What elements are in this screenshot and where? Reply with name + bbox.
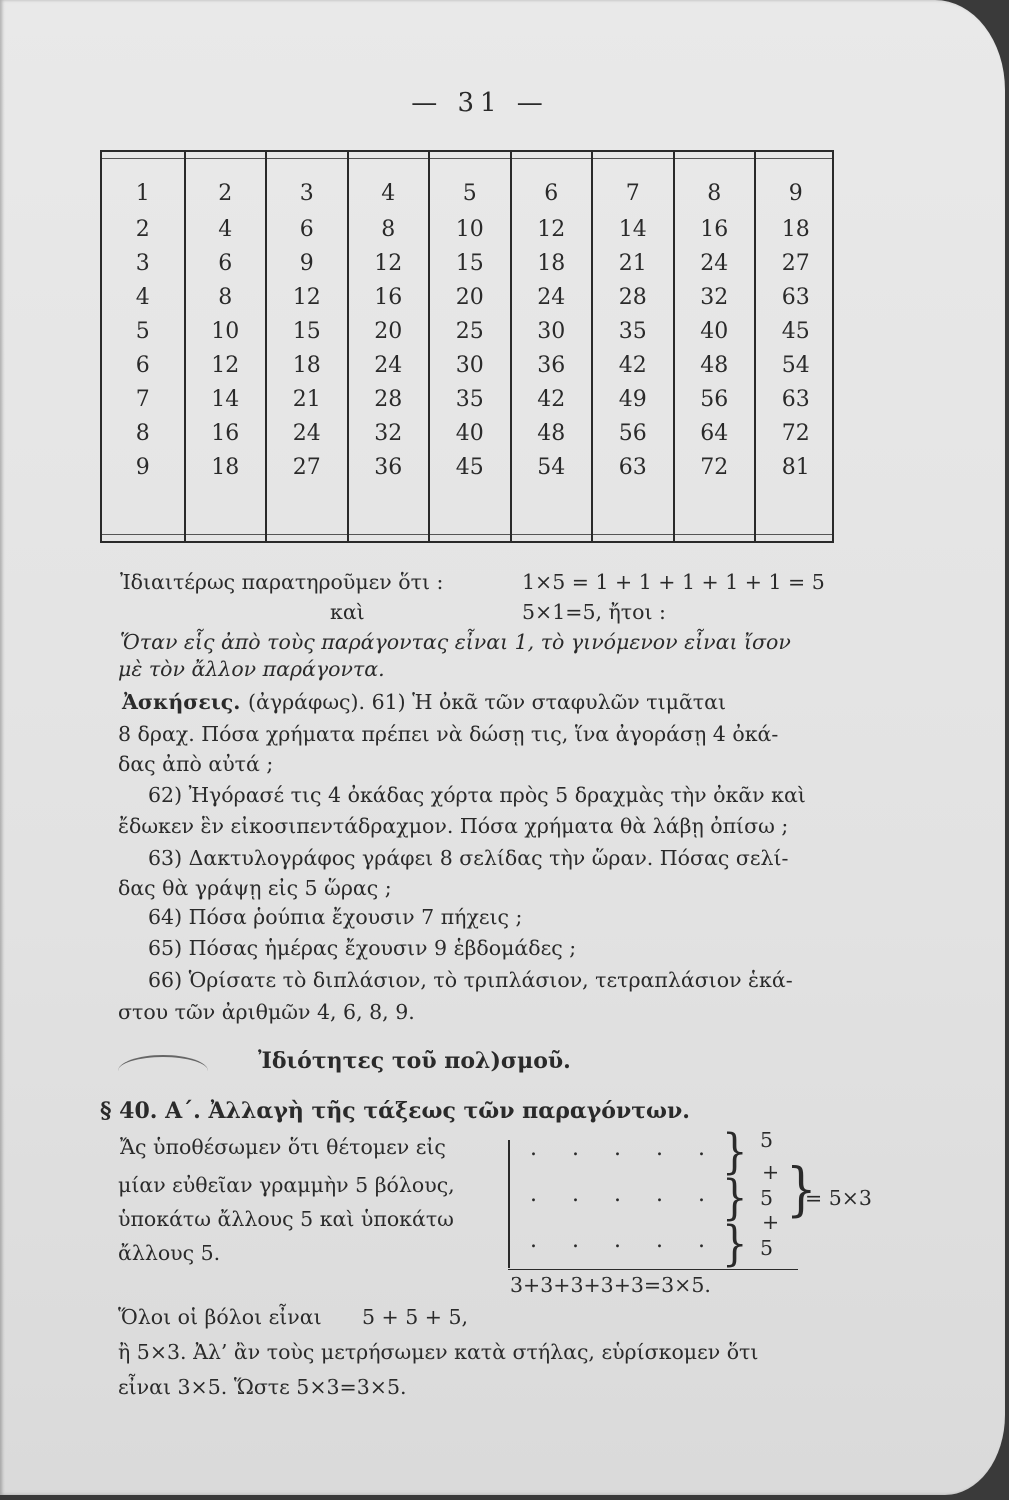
brace-glyph: }	[786, 1156, 817, 1224]
table-cell: 6	[544, 181, 559, 206]
table-cell: 12	[292, 285, 321, 310]
brace-glyph: }	[722, 1216, 748, 1272]
table-cell: 24	[374, 353, 403, 378]
table-cell: 28	[618, 285, 647, 310]
table-cell: 30	[537, 319, 566, 344]
table-cell: 6	[218, 251, 233, 276]
table-cell: 36	[537, 353, 566, 378]
rule-line-1: Ὅταν εἷς ἀπὸ τοὺς παράγοντας εἶναι 1, τὸ γινόμενον εἶναι ἴσον	[120, 630, 791, 654]
table-cell: 9	[788, 181, 803, 206]
figure-count-3: 5	[760, 1236, 774, 1260]
table-column	[102, 152, 184, 541]
table-cell: 28	[374, 387, 403, 412]
table-cell: 18	[292, 353, 321, 378]
figure-column-sum: 3+3+3+3+3=3×5.	[510, 1273, 711, 1297]
table-cell: 3	[135, 251, 150, 276]
table-cell: 8	[218, 285, 233, 310]
table-column	[265, 152, 347, 541]
pencil-mark	[118, 1055, 208, 1087]
table-cell: 15	[292, 319, 321, 344]
exercise-66-line-2: στου τῶν ἀριθμῶν 4, 6, 8, 9.	[118, 1000, 415, 1024]
table-cell: 81	[781, 455, 810, 480]
exercise-63-line-2: δας θὰ γράψῃ εἰς 5 ὥρας ;	[118, 876, 392, 900]
table-cell: 24	[537, 285, 566, 310]
exercise-66-line-1: 66) Ὁρίσατε τὸ διπλάσιον, τὸ τριπλάσιον, τετραπλάσιον ἑκά-	[148, 968, 793, 992]
table-cell: 56	[700, 387, 729, 412]
section-title: Ἰδιότητες τοῦ πολ)σμοῦ.	[258, 1048, 571, 1074]
observation-text: Ἰδιαιτέρως παρατηροῦμεν ὅτι :	[120, 570, 444, 594]
paragraph-line-2: μίαν εὐθεῖαν γραμμὴν 5 βόλους,	[118, 1173, 455, 1197]
table-cell: 21	[292, 387, 321, 412]
rule-line-2: μὲ τὸν ἄλλον παράγοντα.	[118, 657, 385, 681]
page-number: — 31 —	[411, 88, 549, 118]
table-cell: 4	[135, 285, 150, 310]
table-cell: 16	[374, 285, 403, 310]
closing-line-2: ἢ 5×3. Ἀλ’ ἂν τοὺς μετρήσωμεν κατὰ στήλας, εὑρίσκομεν ὅτι	[118, 1340, 759, 1364]
table-cell: 15	[455, 251, 484, 276]
figure-equation: = 5×3	[805, 1186, 872, 1210]
marbles-row-3: . . . . .	[530, 1228, 719, 1253]
table-column	[510, 152, 592, 541]
figure-count-1: 5	[760, 1128, 774, 1152]
paragraph-heading: § 40. Α΄. Ἀλλαγὴ τῆς τάξεως τῶν παραγόντων.	[100, 1098, 690, 1124]
paragraph-line-1: Ἄς ὑποθέσωμεν ὅτι θέτομεν εἰς	[120, 1135, 446, 1159]
table-cell: 16	[211, 421, 240, 446]
table-cell: 63	[618, 455, 647, 480]
table-cell: 6	[135, 353, 150, 378]
table-cell: 48	[537, 421, 566, 446]
figure-rule	[508, 1269, 798, 1270]
table-cell: 40	[700, 319, 729, 344]
table-cell: 64	[700, 421, 729, 446]
table-cell: 4	[218, 217, 233, 242]
table-cell: 27	[781, 251, 810, 276]
table-cell: 56	[618, 421, 647, 446]
table-cell: 72	[781, 421, 810, 446]
table-column	[591, 152, 673, 541]
table-cell: 24	[700, 251, 729, 276]
table-column	[754, 152, 836, 541]
table-cell: 40	[455, 421, 484, 446]
exercise-62-line-1: 62) Ἠγόρασέ τις 4 ὀκάδας χόρτα πρὸς 5 δραχμὰς τὴν ὀκᾶν καὶ	[148, 783, 806, 807]
marbles-figure	[508, 1136, 740, 1268]
table-cell: 32	[374, 421, 403, 446]
table-cell: 1	[135, 181, 150, 206]
marbles-row-2: . . . . .	[530, 1182, 719, 1207]
table-cell: 8	[381, 217, 396, 242]
table-cell: 63	[781, 285, 810, 310]
figure-plus-1: +	[762, 1160, 780, 1184]
figure-count-2: 5	[760, 1186, 774, 1210]
table-cell: 72	[700, 455, 729, 480]
table-cell: 7	[135, 387, 150, 412]
identity-5x1: 5×1=5, ἤτοι :	[522, 600, 666, 624]
table-cell: 12	[211, 353, 240, 378]
table-cell: 8	[135, 421, 150, 446]
exercise-62-line-2: ἔδωκεν ἓν εἰκοσιπεντάδραχμον. Πόσα χρήματα θὰ λάβῃ ὀπίσω ;	[118, 814, 789, 838]
table-cell: 54	[781, 353, 810, 378]
table-cell: 10	[455, 217, 484, 242]
table-cell: 35	[618, 319, 647, 344]
marbles-row-1: . . . . .	[530, 1136, 719, 1161]
table-column	[428, 152, 510, 541]
table-cell: 32	[700, 285, 729, 310]
table-cell: 9	[299, 251, 314, 276]
table-cell: 7	[625, 181, 640, 206]
table-cell: 49	[618, 387, 647, 412]
exercise-61-line-2: 8 δραχ. Πόσα χρήματα πρέπει νὰ δώσῃ τις, ἵνα ἀγοράσῃ 4 ὀκά-	[118, 722, 779, 746]
closing-sum: 5 + 5 + 5,	[362, 1305, 469, 1329]
table-cell: 6	[299, 217, 314, 242]
table-cell: 12	[374, 251, 403, 276]
brace-glyph: }	[722, 1170, 748, 1226]
figure-plus-2: +	[762, 1210, 780, 1234]
table-cell: 14	[618, 217, 647, 242]
table-cell: 9	[135, 455, 150, 480]
brace-glyph: }	[722, 1124, 748, 1180]
table-cell: 18	[537, 251, 566, 276]
exercise-64: 64) Πόσα ῥούπια ἔχουσιν 7 πήχεις ;	[148, 905, 523, 929]
multiplication-table	[100, 150, 834, 543]
conjunction-and: καὶ	[330, 600, 365, 624]
exercises-heading: Ἀσκήσεις.	[122, 690, 241, 714]
table-cell: 8	[707, 181, 722, 206]
identity-1x5: 1×5 = 1 + 1 + 1 + 1 + 1 = 5	[522, 570, 825, 594]
table-cell: 30	[455, 353, 484, 378]
table-column	[184, 152, 266, 541]
table-cell: 20	[374, 319, 403, 344]
table-cell: 5	[462, 181, 477, 206]
table-cell: 45	[455, 455, 484, 480]
table-cell: 63	[781, 387, 810, 412]
table-column	[347, 152, 429, 541]
table-cell: 14	[211, 387, 240, 412]
table-cell: 24	[292, 421, 321, 446]
table-cell: 4	[381, 181, 396, 206]
table-cell: 10	[211, 319, 240, 344]
table-cell: 45	[781, 319, 810, 344]
table-cell: 16	[700, 217, 729, 242]
table-cell: 48	[700, 353, 729, 378]
table-cell: 42	[537, 387, 566, 412]
table-cell: 25	[455, 319, 484, 344]
table-cell: 18	[781, 217, 810, 242]
paragraph-line-4: ἄλλους 5.	[118, 1241, 221, 1265]
table-cell: 5	[135, 319, 150, 344]
table-cell: 12	[537, 217, 566, 242]
exercise-63-line-1: 63) Δακτυλογράφος γράφει 8 σελίδας τὴν ὥραν. Πόσας σελί-	[148, 846, 789, 870]
paragraph-line-3: ὑποκάτω ἄλλους 5 καὶ ὑποκάτω	[118, 1207, 454, 1231]
closing-line-1: Ὅλοι οἱ βόλοι εἶναι	[118, 1305, 322, 1329]
exercise-65: 65) Πόσας ἡμέρας ἔχουσιν 9 ἑβδομάδες ;	[148, 936, 577, 960]
table-cell: 42	[618, 353, 647, 378]
table-cell: 2	[218, 181, 233, 206]
table-cell: 3	[299, 181, 314, 206]
table-cell: 35	[455, 387, 484, 412]
exercise-61-line-3: δας ἀπὸ αὐτά ;	[118, 752, 274, 776]
exercise-61-line-1: (ἀγράφως). 61) Ἡ ὀκᾶ τῶν σταφυλῶν τιμᾶται	[248, 690, 727, 714]
table-cell: 18	[211, 455, 240, 480]
table-cell: 27	[292, 455, 321, 480]
table-cell: 2	[135, 217, 150, 242]
table-cell: 36	[374, 455, 403, 480]
table-cell: 20	[455, 285, 484, 310]
closing-line-3: εἶναι 3×5. Ὥστε 5×3=3×5.	[118, 1375, 407, 1399]
table-cell: 21	[618, 251, 647, 276]
table-column	[673, 152, 755, 541]
table-cell: 54	[537, 455, 566, 480]
